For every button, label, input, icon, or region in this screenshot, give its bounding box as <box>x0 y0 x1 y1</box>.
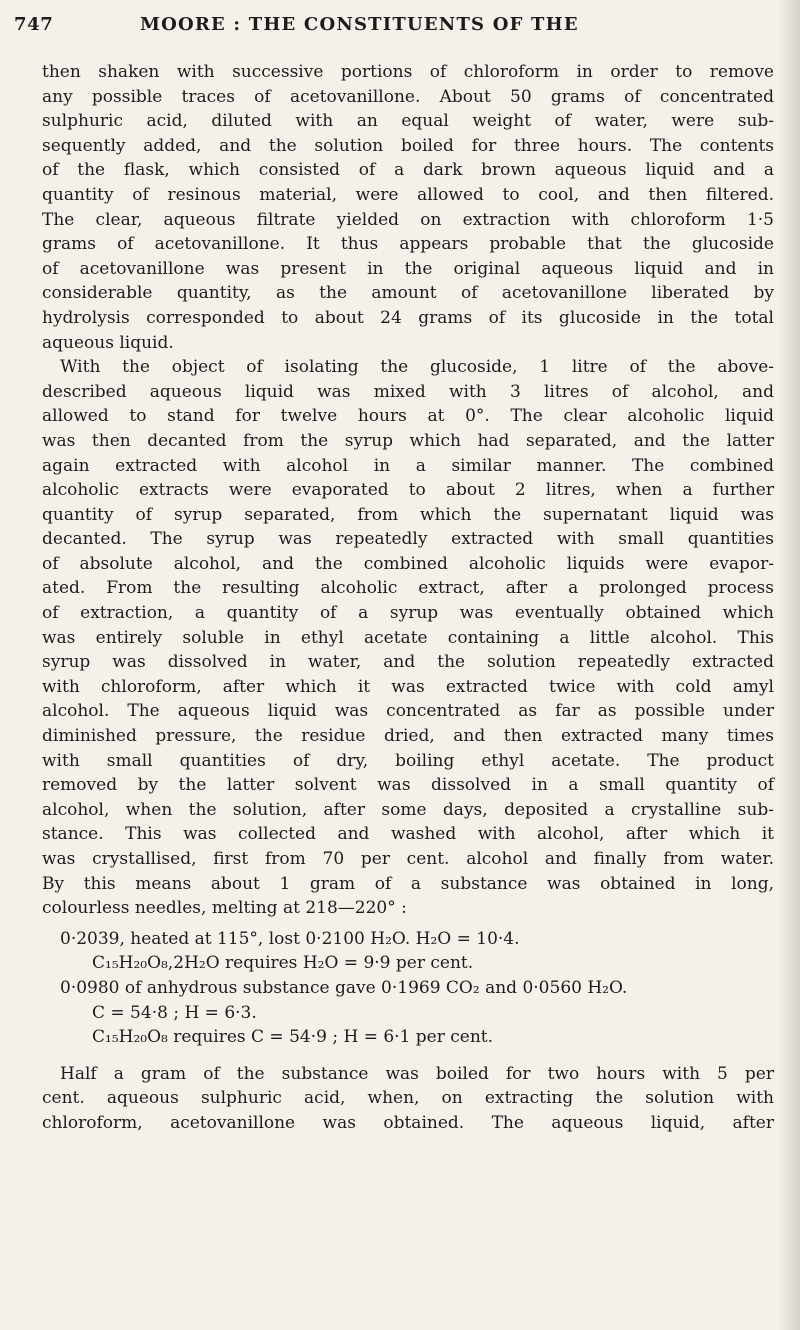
text-line: syrup was dissolved in water, and the solution repeatedly extracted <box>42 652 774 673</box>
text-line: cent. aqueous sulphuric acid, when, on extracting the solution with <box>42 1088 774 1109</box>
running-title: MOORE : THE CONSTITUENTS OF THE <box>140 14 579 35</box>
text-line: of absolute alcohol, and the combined alcoholic liquids were evapor- <box>42 553 774 574</box>
text-line: By this means about 1 gram of a substance was obtained in long, <box>42 873 774 894</box>
text-line: aqueous liquid. <box>42 332 174 353</box>
text-line: with chloroform, after which it was extracted twice with cold amyl <box>42 676 774 697</box>
analysis-line: 0·2039, heated at 115°, lost 0·2100 H₂O. H₂O = 10·4. <box>60 928 520 949</box>
text-line: of extraction, a quantity of a syrup was eventually obtained which <box>42 603 774 624</box>
body-text <box>42 60 774 1136</box>
text-line: quantity of syrup separated, from which the supernatant liquid was <box>42 504 774 525</box>
text-line: hydrolysis corresponded to about 24 grams of its glucoside in the total <box>42 307 774 328</box>
text-line: decanted. The syrup was repeatedly extracted with small quantities <box>42 529 774 550</box>
text-line: quantity of resinous material, were allowed to cool, and then filtered. <box>42 184 774 205</box>
spacer <box>42 1050 774 1062</box>
text-line: The clear, aqueous filtrate yielded on extraction with chloroform 1·5 <box>42 209 774 230</box>
text-line: any possible traces of acetovanillone. About 50 grams of concentrated <box>42 86 774 107</box>
text-line: sequently added, and the solution boiled for three hours. The contents <box>42 135 774 156</box>
text-line: alcohol. The aqueous liquid was concentrated as far as possible under <box>42 701 774 722</box>
text-line: considerable quantity, as the amount of acetovanillone liberated by <box>42 283 774 304</box>
text-line: colourless needles, melting at 218—220° : <box>42 898 407 919</box>
analysis-line: C₁₅H₂₀O₈,2H₂O requires H₂O = 9·9 per cent. <box>92 953 474 974</box>
text-line: removed by the latter solvent was dissolved in a small quantity of <box>42 775 774 796</box>
analysis-line: 0·0980 of anhydrous substance gave 0·1969 CO₂ and 0·0560 H₂O. <box>60 977 628 998</box>
text-line: allowed to stand for twelve hours at 0°. The clear alcoholic liquid <box>42 406 774 427</box>
text-line: was crystallised, first from 70 per cent. alcohol and finally from water. <box>42 849 774 869</box>
text-line: Half a gram of the substance was boiled for two hours with 5 per <box>60 1063 774 1084</box>
analysis-block <box>42 927 774 1050</box>
text-line: then shaken with successive portions of chloroform in order to remove <box>42 62 774 82</box>
text-line: was then decanted from the syrup which had separated, and the latter <box>42 430 774 451</box>
text-line: described aqueous liquid was mixed with 3 litres of alcohol, and <box>42 381 774 402</box>
paragraph-1 <box>42 60 774 355</box>
text-line: of acetovanillone was present in the original aqueous liquid and in <box>42 258 774 279</box>
text-line: alcohol, when the solution, after some days, deposited a crystalline sub- <box>42 799 774 820</box>
text-line: of the flask, which consisted of a dark brown aqueous liquid and a <box>42 160 774 181</box>
text-line: sulphuric acid, diluted with an equal weight of water, were sub- <box>42 111 774 132</box>
page-number: 747 <box>14 14 54 35</box>
page-edge-shadow <box>778 0 800 1330</box>
text-line: chloroform, acetovanillone was obtained. The aqueous liquid, after <box>42 1112 774 1133</box>
text-line: again extracted with alcohol in a similar manner. The combined <box>42 455 774 476</box>
text-line: diminished pressure, the residue dried, and then extracted many times <box>42 726 774 747</box>
analysis-line: C₁₅H₂₀O₈ requires C = 54·9 ; H = 6·1 per cent. <box>92 1027 494 1048</box>
text-line: alcoholic extracts were evaporated to about 2 litres, when a further <box>42 480 774 501</box>
analysis-line: C = 54·8 ; H = 6·3. <box>92 1002 257 1023</box>
paragraph-3 <box>42 1062 774 1136</box>
text-line: was entirely soluble in ethyl acetate containing a little alcohol. This <box>42 627 774 648</box>
text-line: ated. From the resulting alcoholic extract, after a prolonged process <box>42 578 774 599</box>
running-head <box>14 14 760 40</box>
text-line: with small quantities of dry, boiling ethyl acetate. The product <box>42 750 774 771</box>
text-line: stance. This was collected and washed with alcohol, after which it <box>42 824 774 845</box>
text-line: With the object of isolating the glucoside, 1 litre of the above- <box>60 357 774 378</box>
text-line: grams of acetovanillone. It thus appears probable that the glucoside <box>42 234 774 255</box>
paragraph-2 <box>42 355 774 921</box>
